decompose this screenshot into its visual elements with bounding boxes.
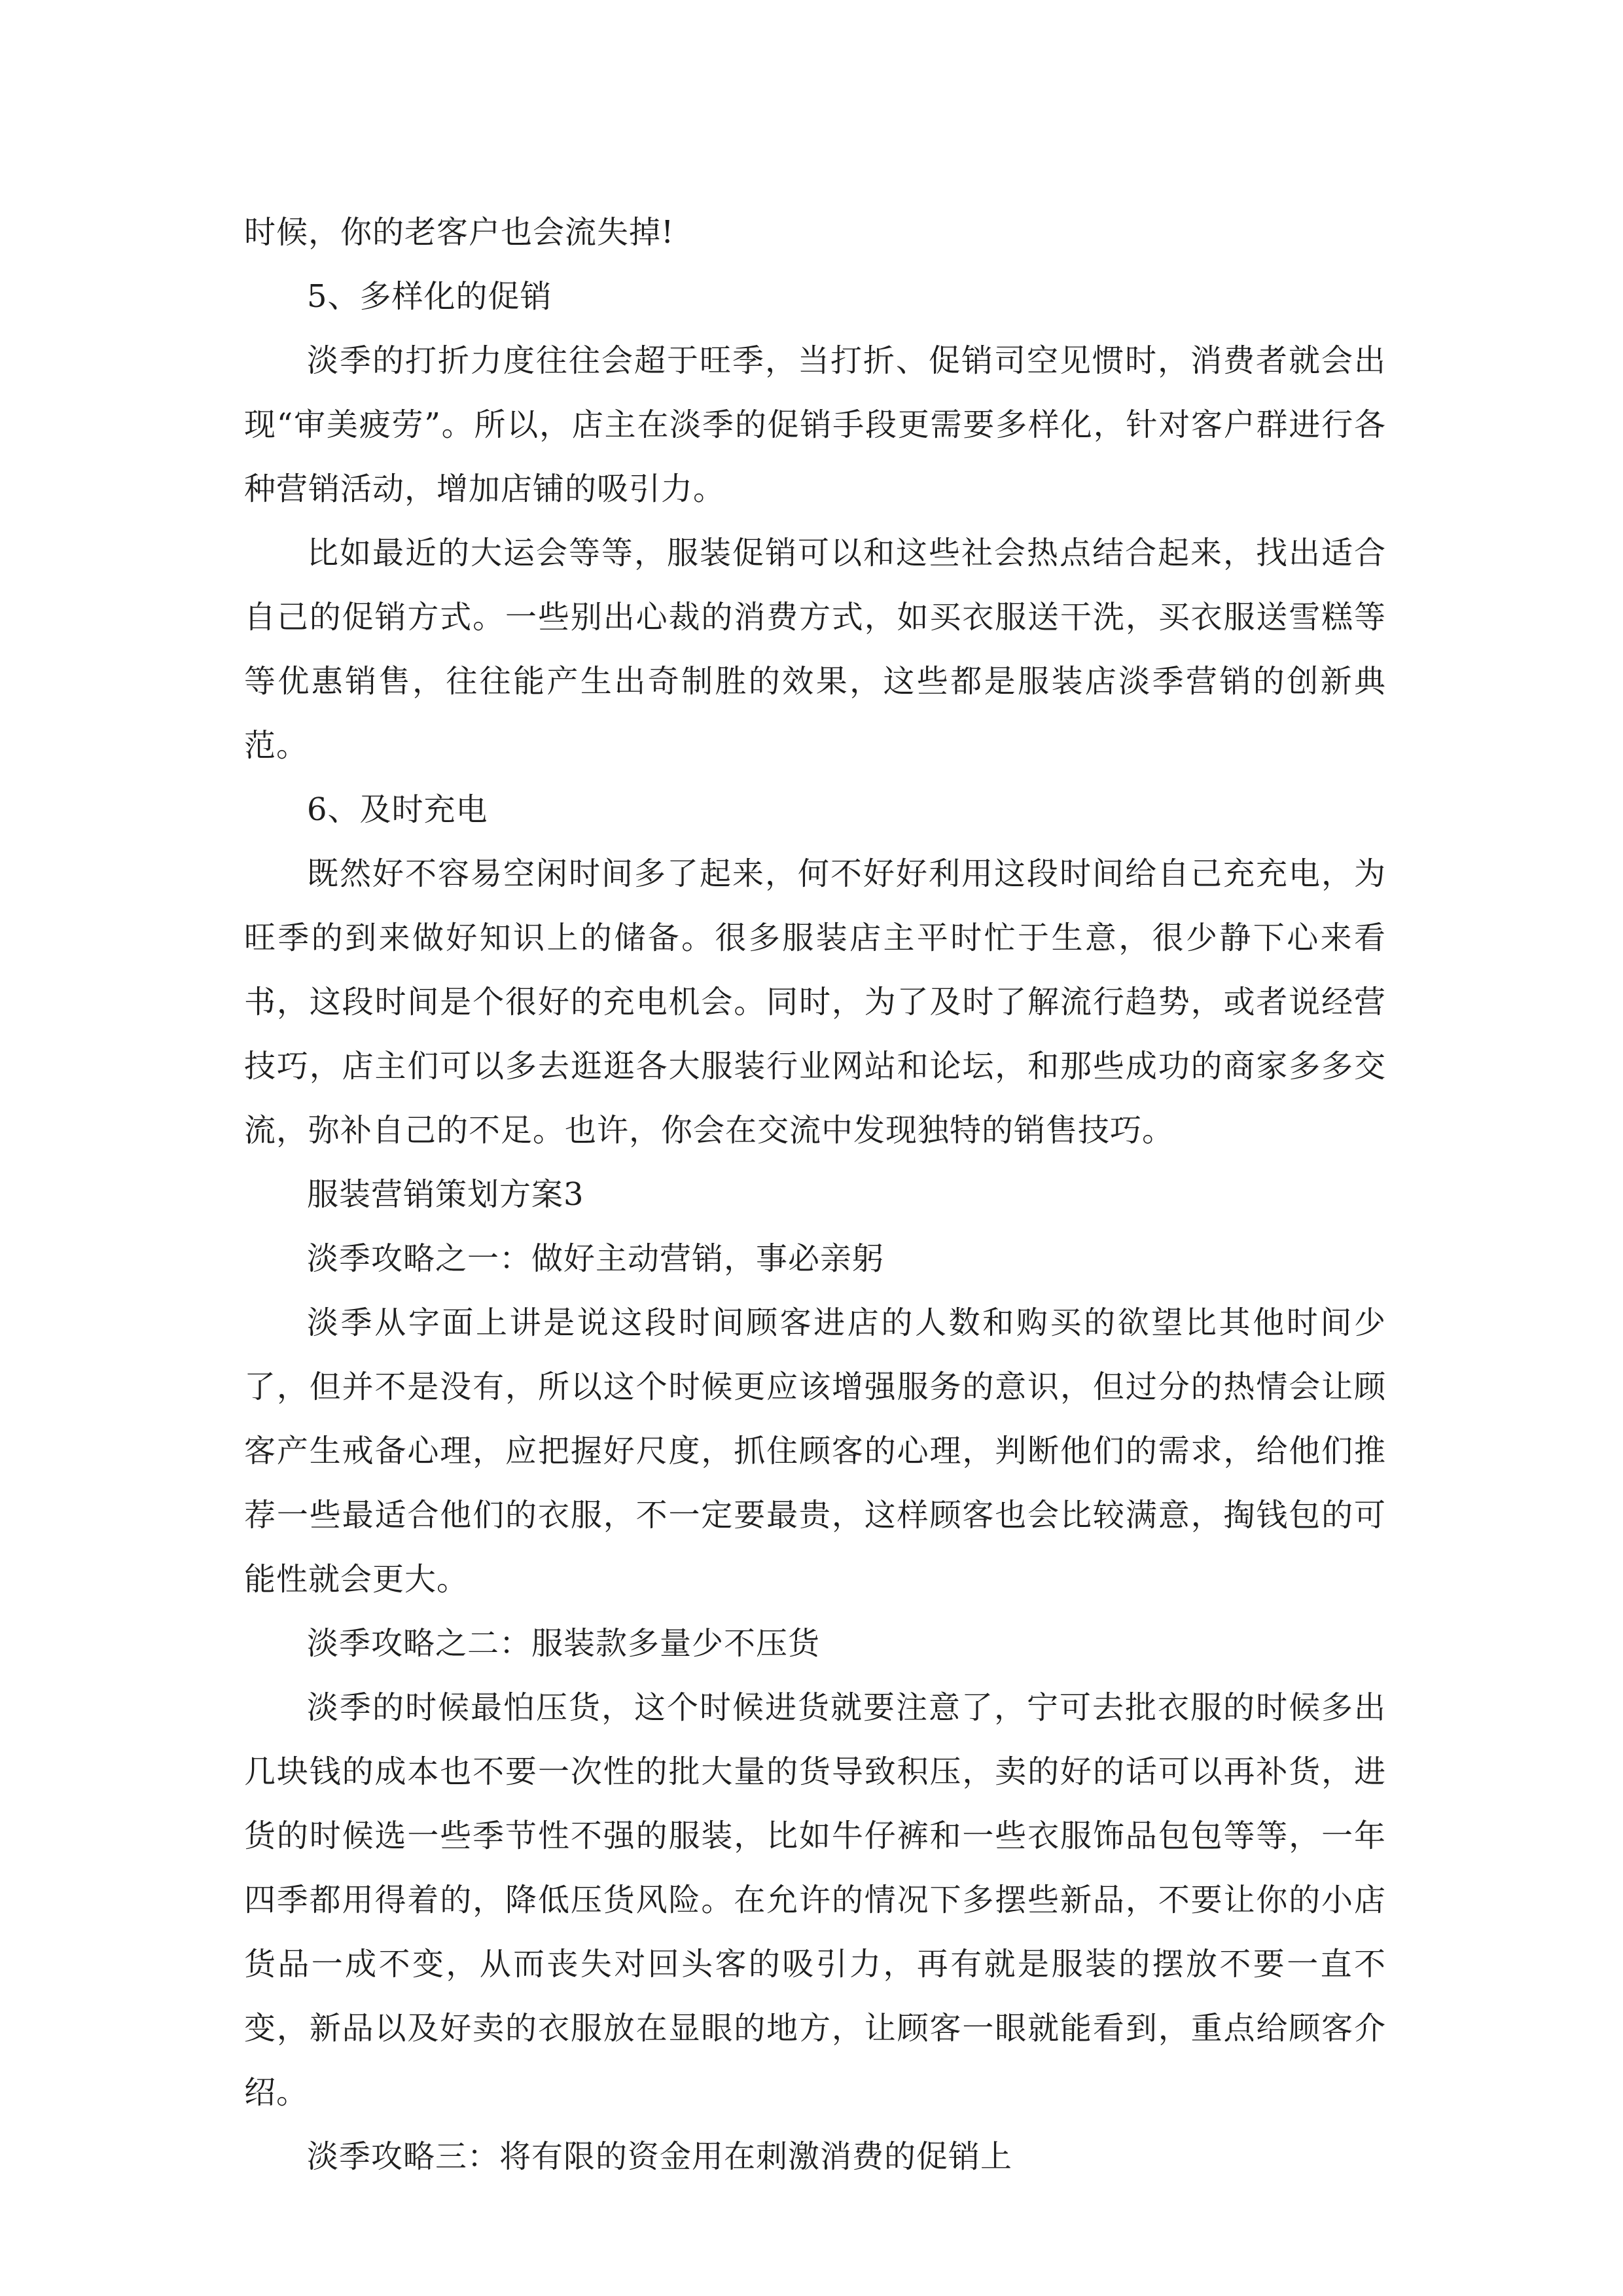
paragraph: 淡季的时候最怕压货，这个时候进货就要注意了，宁可去批衣服的时候多出几块钱的成本也不要一次性的批大量的货导致积压，卖的好的话可以再补货，进货的时候选一些季节性不强的服装，比如牛仔裤和一些衣服饰品包包等等，一年四季都用得着的，降低压货风险。在允许的情况下多摆些新品，不要让你的小店货品一成不变，从而丧失对回头客的吸引力，再有就是服装的摆放不要一直不变，新品以及好卖的衣服放在显眼的地方，让顾客一眼就能看到，重点给顾客介绍。 — [244, 1689, 1386, 2111]
section-heading: 5、多样化的促销 — [307, 278, 552, 315]
document-body — [244, 200, 1386, 2189]
section-heading: 淡季攻略三：将有限的资金用在刺激消费的促销上 — [307, 2138, 1013, 2175]
paragraph: 时候，你的老客户也会流失掉! — [244, 214, 675, 251]
paragraph: 比如最近的大运会等等，服装促销可以和这些社会热点结合起来，找出适合自己的促销方式。一些别出心裁的消费方式，如买衣服送干洗，买衣服送雪糕等等优惠销售，往往能产生出奇制胜的效果，这些都是服装店淡季营销的创新典范。 — [244, 535, 1386, 764]
paragraph: 淡季从字面上讲是说这段时间顾客进店的人数和购买的欲望比其他时间少了，但并不是没有，所以这个时候更应该增强服务的意识，但过分的热情会让顾客产生戒备心理，应把握好尺度，抓住顾客的心理，判断他们的需求，给他们推荐一些最适合他们的衣服，不一定要最贵，这样顾客也会比较满意，掏钱包的可能性就会更大。 — [244, 1304, 1386, 1598]
section-heading: 淡季攻略之二：服装款多量少不压货 — [307, 1625, 821, 1662]
paragraph: 淡季的打折力度往往会超于旺季，当打折、促销司空见惯时，消费者就会出现“审美疲劳”。所以，店主在淡季的促销手段更需要多样化，针对客户群进行各种营销活动，增加店铺的吸引力。 — [244, 342, 1386, 507]
section-heading: 6、及时充电 — [307, 791, 488, 828]
section-heading: 淡季攻略之一：做好主动营销，事必亲躬 — [307, 1240, 885, 1277]
section-heading: 服装营销策划方案3 — [307, 1176, 584, 1213]
paragraph: 既然好不容易空闲时间多了起来，何不好好利用这段时间给自己充充电，为旺季的到来做好知识上的储备。很多服装店主平时忙于生意，很少静下心来看书，这段时间是个很好的充电机会。同时，为了及时了解流行趋势，或者说经营技巧，店主们可以多去逛逛各大服装行业网站和论坛，和那些成功的商家多多交流，弥补自己的不足。也许，你会在交流中发现独特的销售技巧。 — [244, 855, 1386, 1149]
